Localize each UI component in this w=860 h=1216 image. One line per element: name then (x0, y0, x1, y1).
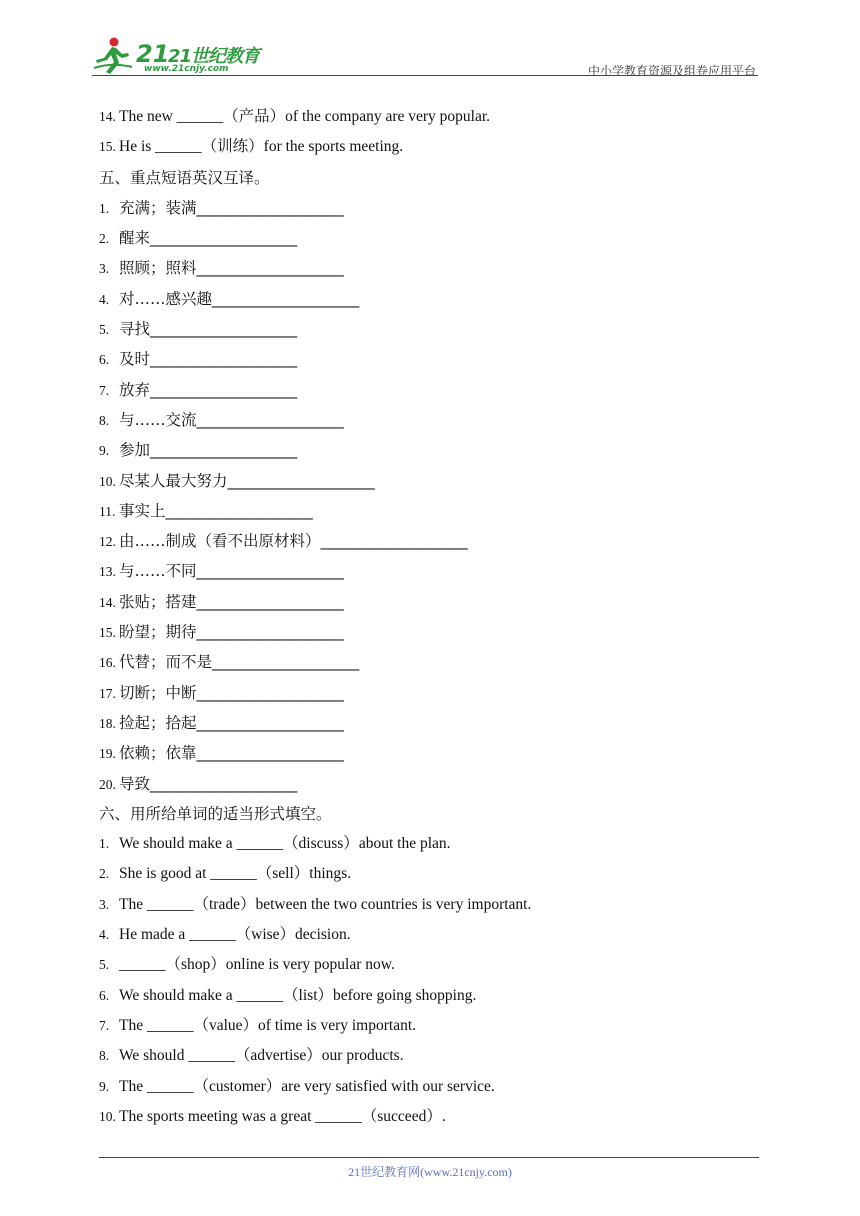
list-item (99, 829, 759, 859)
list-item (99, 920, 759, 950)
list-item (99, 708, 759, 738)
item-number: 17. (99, 685, 116, 701)
list-item (99, 950, 759, 980)
item-number: 6. (99, 352, 110, 368)
item-number: 6. (99, 987, 110, 1003)
list-item (99, 466, 759, 496)
item-number: 5. (99, 957, 110, 973)
item-number: 7. (99, 1017, 110, 1033)
item-text: 照顾；照料___________________ (119, 259, 344, 278)
item-text: We should make a ______（discuss）about the plan. (119, 835, 451, 853)
item-text: He made a ______（wise）decision. (119, 926, 351, 944)
list-item (99, 344, 759, 374)
question-line (99, 102, 759, 132)
item-text: The sports meeting was a great ______（succeed）. (119, 1107, 446, 1125)
item-text: 导致___________________ (119, 774, 298, 793)
list-item (99, 193, 759, 223)
list-item (99, 1011, 759, 1041)
item-number: 19. (99, 746, 116, 762)
list-item (99, 617, 759, 647)
item-text: 张贴；搭建___________________ (119, 592, 344, 611)
item-text: 充满；装满___________________ (119, 198, 344, 217)
list-item (99, 738, 759, 768)
section-heading: 六、用所给单词的适当形式填空。 (99, 804, 332, 823)
item-number: 7. (99, 382, 110, 398)
list-item (99, 859, 759, 889)
worksheet-content (99, 102, 759, 1132)
item-text: 由……制成（看不出原材料）___________________ (119, 532, 468, 551)
item-text: 盼望；期待___________________ (119, 623, 344, 642)
list-item (99, 223, 759, 253)
item-number: 5. (99, 322, 110, 338)
footer-link[interactable]: 21世纪教育网(www.21cnjy.com) (348, 1165, 512, 1179)
item-number: 9. (99, 1078, 110, 1094)
item-text: 依赖；依靠___________________ (119, 744, 344, 763)
item-number: 10. (99, 473, 116, 489)
footer-divider (99, 1157, 759, 1158)
item-text: We should ______（advertise）our products. (119, 1047, 404, 1065)
list-item (99, 1102, 759, 1132)
list-item (99, 1072, 759, 1102)
item-number: 3. (99, 896, 110, 912)
list-item (99, 526, 759, 556)
list-item (99, 435, 759, 465)
item-number: 2. (99, 866, 110, 882)
list-item (99, 253, 759, 283)
question-line (99, 132, 759, 162)
item-text: 放弃___________________ (119, 380, 298, 399)
item-text: 及时___________________ (119, 350, 298, 369)
list-item (99, 375, 759, 405)
section-heading: 五、重点短语英汉互译。 (99, 168, 270, 187)
item-text: 参加___________________ (119, 441, 298, 460)
list-item (99, 1041, 759, 1071)
list-item (99, 556, 759, 586)
item-number: 3. (99, 261, 110, 277)
item-text: 与……不同___________________ (119, 562, 344, 581)
item-number: 9. (99, 443, 110, 459)
question-number: 14. (99, 109, 116, 124)
item-number: 1. (99, 200, 110, 216)
item-number: 2. (99, 231, 110, 247)
item-text: She is good at ______（sell）things. (119, 865, 352, 883)
item-number: 1. (99, 836, 110, 852)
item-number: 8. (99, 1048, 110, 1064)
item-number: 13. (99, 564, 116, 580)
question-text: The new ______（产品）of the company are very popular. (119, 108, 491, 125)
item-text: ______（shop）online is very popular now. (119, 956, 395, 974)
list-item (99, 678, 759, 708)
item-number: 12. (99, 534, 116, 550)
item-text: 尽某人最大努力___________________ (119, 471, 375, 490)
site-logo[interactable] (92, 36, 267, 76)
platform-title: 中小学教育资源及组卷应用平台 (587, 64, 756, 78)
item-number: 20. (99, 776, 116, 792)
list-item (99, 769, 759, 799)
page-header (92, 32, 760, 80)
item-text: 事实上___________________ (119, 501, 313, 520)
list-item (99, 405, 759, 435)
item-text: The ______（value）of time is very important. (119, 1016, 417, 1034)
item-number: 10. (99, 1108, 116, 1124)
logo-url: www.21cnjy.com (144, 64, 229, 74)
item-number: 4. (99, 927, 110, 943)
list-item (99, 647, 759, 677)
list-item (99, 284, 759, 314)
header-divider (92, 75, 758, 76)
item-text: We should make a ______（list）before going shopping. (119, 986, 477, 1004)
item-number: 4. (99, 291, 110, 307)
fill-in-list (99, 829, 759, 1132)
item-text: 对……感兴趣___________________ (119, 289, 360, 308)
phrase-list (99, 193, 759, 799)
item-text: 寻找___________________ (119, 320, 298, 339)
item-text: 捡起；拾起___________________ (119, 713, 344, 732)
item-number: 18. (99, 715, 116, 731)
list-item (99, 981, 759, 1011)
item-text: 与……交流___________________ (119, 410, 344, 429)
item-number: 11. (99, 503, 116, 519)
item-number: 14. (99, 594, 116, 610)
list-item (99, 587, 759, 617)
list-item (99, 314, 759, 344)
item-text: 代替；而不是___________________ (119, 653, 360, 672)
svg-text:21: 21 (136, 40, 170, 68)
logo-text: 21世纪教育 (168, 46, 260, 67)
item-text: 醒来___________________ (119, 229, 298, 248)
item-number: 15. (99, 625, 116, 641)
list-item (99, 890, 759, 920)
item-text: The ______（customer）are very satisfied with our service. (119, 1077, 495, 1095)
list-item (99, 496, 759, 526)
item-number: 8. (99, 412, 110, 428)
question-text: He is ______（训练）for the sports meeting. (119, 138, 404, 156)
item-text: 切断；中断___________________ (119, 683, 344, 702)
item-text: The ______（trade）between the two countries is very important. (119, 895, 532, 913)
question-number: 15. (99, 139, 116, 155)
item-number: 16. (99, 655, 116, 671)
